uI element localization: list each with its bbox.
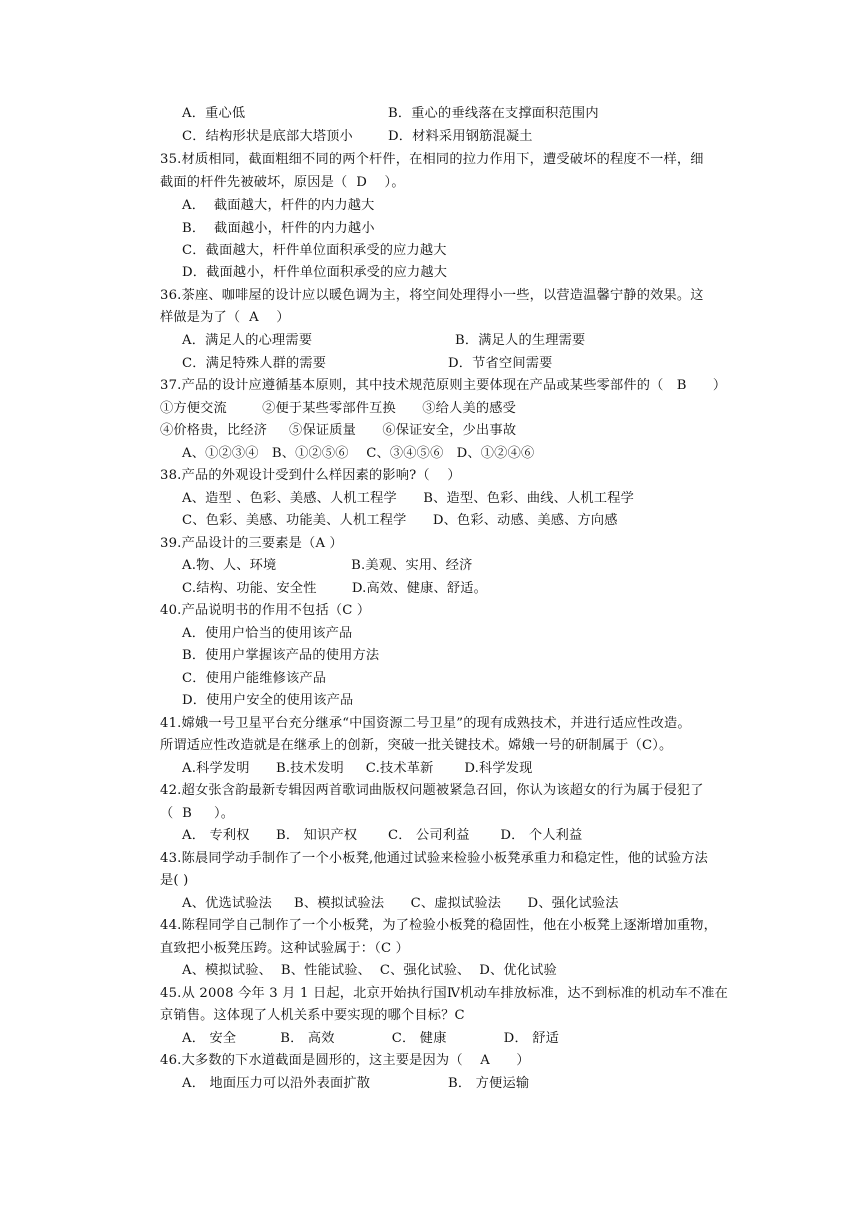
question-45-cont: 京销售。这体现了人机关系中要实现的哪个目标？C (160, 1008, 465, 1023)
options-row: A.物、人、环境 B.美观、实用、经济 (182, 558, 473, 573)
question-37-items: ①方便交流 ②便于某些零部件互换 ③给人美的感受 (160, 401, 517, 416)
option-c: C．结构形状是底部大塔顶小 (182, 129, 353, 144)
question-38: 38.产品的外观设计受到什么样因素的影响?（ ） (160, 468, 461, 483)
option-c: C．满足特殊人群的需要 (182, 356, 327, 371)
question-45: 45.从 2008 今年 3 月 1 日起，北京开始执行国Ⅳ机动车排放标准，达不到标准的机动车不准在 (160, 986, 729, 1001)
option-b: B． 截面越小，杆件的内力越小 (182, 221, 375, 236)
question-36: 36.茶座、咖啡屋的设计应以暖色调为主，将空间处理得小一些，以营造温馨宁静的效果。这 (160, 288, 704, 303)
options-row: C、色彩、美感、功能美、人机工程学 D、色彩、动感、美感、方向感 (182, 513, 618, 528)
options-row: A.科学发明 B.技术发明 C.技术革新 D.科学发现 (182, 761, 533, 776)
option-b: B．满足人的生理需要 (455, 333, 586, 348)
question-42-cont: （ B ）。 (160, 806, 235, 821)
options-row: C.结构、功能、安全性 D.高效、健康、舒适。 (182, 581, 488, 596)
question-43: 43.陈晨同学动手制作了一个小板凳,他通过试验来检验小板凳承重力和稳定性，他的试验方法 (160, 851, 709, 866)
option-d: D．截面越小，杆件单位面积承受的应力越大 (182, 265, 448, 280)
options-row: A、模拟试验、 B、性能试验、 C、强化试验、 D、优化试验 (182, 963, 557, 978)
options-row: A、造型 、色彩、美感、人机工程学 B、造型、色彩、曲线、人机工程学 (182, 491, 634, 506)
option-a: A．使用户恰当的使用该产品 (182, 626, 353, 641)
option-b: B．重心的垂线落在支撑面积范围内 (388, 106, 599, 121)
question-43-cont: 是( ) (160, 873, 189, 888)
options-row: A、①②③④ B、①②⑤⑥ C、③④⑤⑥ D、①②④⑥ (182, 446, 535, 461)
question-35-cont: 截面的杆件先被破坏，原因是（ D ）。 (160, 175, 405, 190)
question-37: 37.产品的设计应遵循基本原则，其中技术规范原则主要体现在产品或某些零部件的（ B ） (160, 378, 727, 393)
option-a: A． 地面压力可以沿外表面扩散 (182, 1076, 371, 1091)
question-37-items: ④价格贵，比经济 ⑤保证质量 ⑥保证安全，少出事故 (160, 423, 517, 438)
option-d: D．使用户安全的使用该产品 (182, 693, 354, 708)
question-44-cont: 直致把小板凳压跨。这种试验属于：（C ） (160, 941, 410, 956)
option-d: D．材料采用钢筋混凝土 (388, 129, 533, 144)
options-row: A． 安全 B． 高效 C． 健康 D． 舒适 (182, 1031, 560, 1046)
options-row: A． 专利权 B． 知识产权 C． 公司利益 D． 个人利益 (182, 828, 583, 843)
question-41-cont: 所谓适应性改造就是在继承上的创新，突破一批关键技术。嫦娥一号的研制属于（C）。 (160, 738, 673, 753)
question-35: 35.材质相同，截面粗细不同的两个杆件，在相同的拉力作用下，遭受破坏的程度不一样，细 (160, 152, 704, 167)
option-a: A．重心低 (182, 106, 246, 121)
question-40: 40.产品说明书的作用不包括（C ） (160, 603, 371, 618)
option-b: B．使用户掌握该产品的使用方法 (182, 648, 380, 663)
question-44: 44.陈程同学自己制作了一个小板凳，为了检验小板凳的稳固性，他在小板凳上逐渐增加重物， (160, 918, 718, 933)
option-d: D．节省空间需要 (448, 356, 553, 371)
option-c: C．使用户能维修该产品 (182, 671, 327, 686)
question-46: 46.大多数的下水道截面是圆形的，这主要是因为（ A ） (160, 1053, 530, 1068)
question-36-cont: 样做是为了（ A ） (160, 310, 290, 325)
option-c: C．截面越大，杆件单位面积承受的应力越大 (182, 243, 447, 258)
question-42: 42.超女张含韵最新专辑因两首歌词曲版权问题被紧急召回，你认为该超女的行为属于侵犯了 (160, 783, 704, 798)
option-a: A． 截面越大，杆件的内力越大 (182, 198, 375, 213)
question-39: 39.产品设计的三要素是（A ） (160, 536, 343, 551)
option-b: B． 方便运输 (448, 1076, 530, 1091)
option-a: A．满足人的心理需要 (182, 333, 313, 348)
options-row: A、优选试验法 B、模拟试验法 C、虚拟试验法 D、强化试验法 (182, 896, 619, 911)
question-41: 41.嫦娥一号卫星平台充分继承“中国资源二号卫星”的现有成熟技术，并进行适应性改造。 (160, 716, 691, 731)
